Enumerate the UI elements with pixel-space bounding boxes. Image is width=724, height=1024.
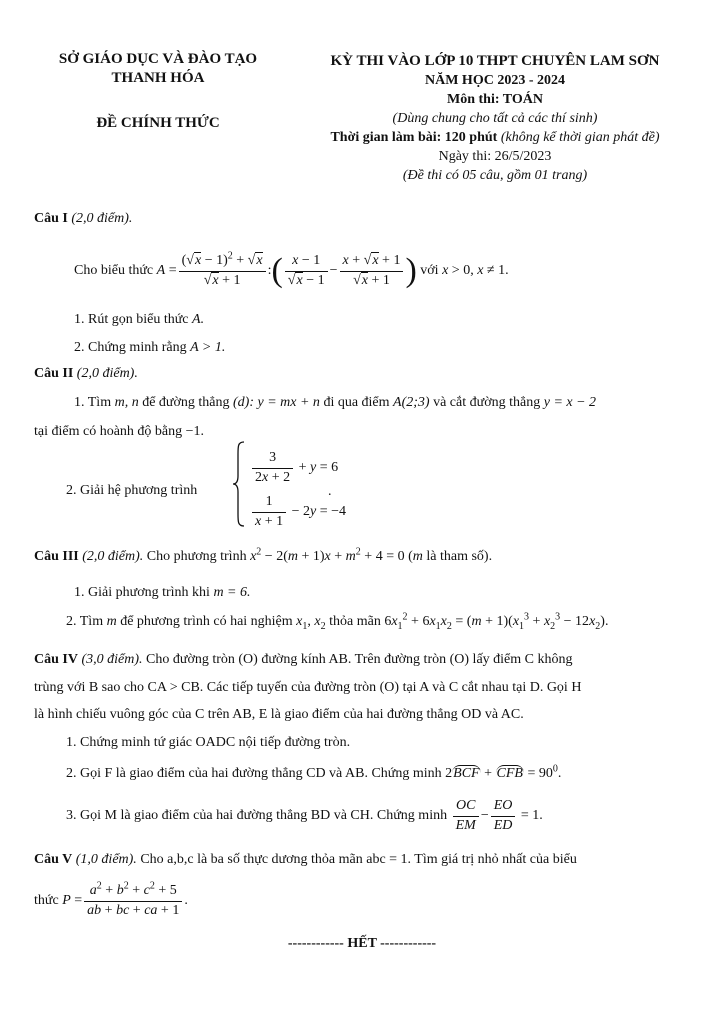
audience-note: (Dùng chung cho tất cả các thí sinh)	[392, 111, 598, 126]
q4-line3: là hình chiếu vuông góc của C trên AB, E là giao điểm của hai đường thẳng OD và AC.	[34, 707, 524, 722]
q3-part2: 2. Tìm m để phương trình có hai nghiệm $x_1$, $x_2$ thỏa mãn $6x_1^2 + 6x_1x_2 = (m + 1)(x_1^3 + x_2^3 - 12x_2)$.	[66, 611, 609, 632]
school-year: NĂM HỌC 2023 - 2024	[425, 73, 565, 88]
system-brace-icon	[232, 440, 246, 528]
q1-expression: Cho biểu thức A = $\frac{(√x - 1)^2 + √x}{√x + 1}$ : ( $\frac{x - 1}{√x - 1}$ − $\frac{x + √x + 1}{√x + 1}$ ) với x > 0, x ≠ 1.	[74, 250, 509, 289]
q4-part2: 2. Gọi F là giao điểm của hai đường thẳng CD và AB. Chứng minh 2BCF + CFB = $90^0$.	[66, 763, 562, 781]
q2-part1-line1: 1. Tìm m, n để đường thẳng (d): y = mx + n đi qua điểm A(2;3) và cắt đường thẳng y = x − 2	[74, 395, 597, 410]
header-right	[290, 52, 700, 185]
q4-part1: 1. Chứng minh tứ giác OADC nội tiếp đường tròn.	[66, 735, 351, 750]
subject: Môn thi: TOÁN	[447, 92, 543, 107]
q3-heading: Câu III (2,0 điểm). Cho phương trình $x^2 - 2(m + 1)x + m^2 + 4 = 0$ (m là tham số).	[34, 546, 493, 564]
q2-part2-label: 2. Giải hệ phương trình	[66, 483, 198, 498]
end-marker: ------------ HẾT ------------	[287, 936, 437, 951]
department-line2: THANH HÓA	[111, 70, 205, 86]
q4-part3: 3. Gọi M là giao điểm của hai đường thẳng BD và CH. Chứng minh $\frac{OC}{EM}$ − $\frac{EO}{ED}$ = 1.	[66, 797, 543, 833]
q1-part2: 2. Chứng minh rằng A > 1.	[74, 340, 226, 355]
header-left	[38, 50, 278, 133]
department-line1: SỞ GIÁO DỤC VÀ ĐÀO TẠO	[58, 51, 258, 67]
q1-frac-2: $\frac{x - 1}{√x - 1}$	[285, 253, 328, 290]
q5-heading: Câu V (1,0 điểm). Cho a,b,c là ba số thực dương thỏa mãn abc = 1. Tìm giá trị nhỏ nhất của biểu	[34, 852, 577, 867]
q3-part1: 1. Giải phương trình khi m = 6.	[74, 585, 251, 600]
time-note: (không kể thời gian phát đề)	[500, 130, 660, 145]
q4-heading: Câu IV (3,0 điểm). Cho đường tròn (O) đường kính AB. Trên đường tròn (O) lấy điểm C không	[34, 652, 573, 667]
system-eq2: $\frac{1}{x + 1}$ − 2 y = −4	[250, 494, 346, 531]
q1-frac-3: $\frac{x + √x + 1}{√x + 1}$	[340, 253, 404, 290]
exam-date: Ngày thi: 26/5/2023	[438, 149, 552, 164]
system-eq1: $\frac{3}{2x + 2}$ + y = 6	[250, 450, 338, 487]
q1-frac-main: $\frac{(√x - 1)^2 + √x}{√x + 1}$	[179, 253, 266, 290]
system-period: .	[328, 484, 332, 499]
official-label: ĐỀ CHÍNH THỨC	[96, 115, 220, 131]
time-label: Thời gian làm bài: 120 phút	[330, 130, 498, 145]
q2-heading: Câu II (2,0 điểm).	[34, 366, 138, 381]
pages-note: (Đề thi có 05 câu, gồm 01 trang)	[402, 168, 588, 183]
q1-heading: Câu I (2,0 điểm).	[34, 211, 133, 226]
exam-title: KỲ THI VÀO LỚP 10 THPT CHUYÊN LAM SƠN	[330, 53, 660, 69]
q2-part1-line2: tại điểm có hoành độ bằng −1.	[34, 424, 205, 439]
q4-line2: trùng với B sao cho CA > CB. Các tiếp tuyến của đường tròn (O) tại A và C cắt nhau tại D. Gọi H	[34, 680, 582, 695]
q5-line2: thức P = $\frac{a^2 + b^2 + c^2 + 5}{ab + bc + ca + 1}$ .	[34, 880, 188, 918]
q1-part1: 1. Rút gọn biểu thức A.	[74, 312, 205, 327]
